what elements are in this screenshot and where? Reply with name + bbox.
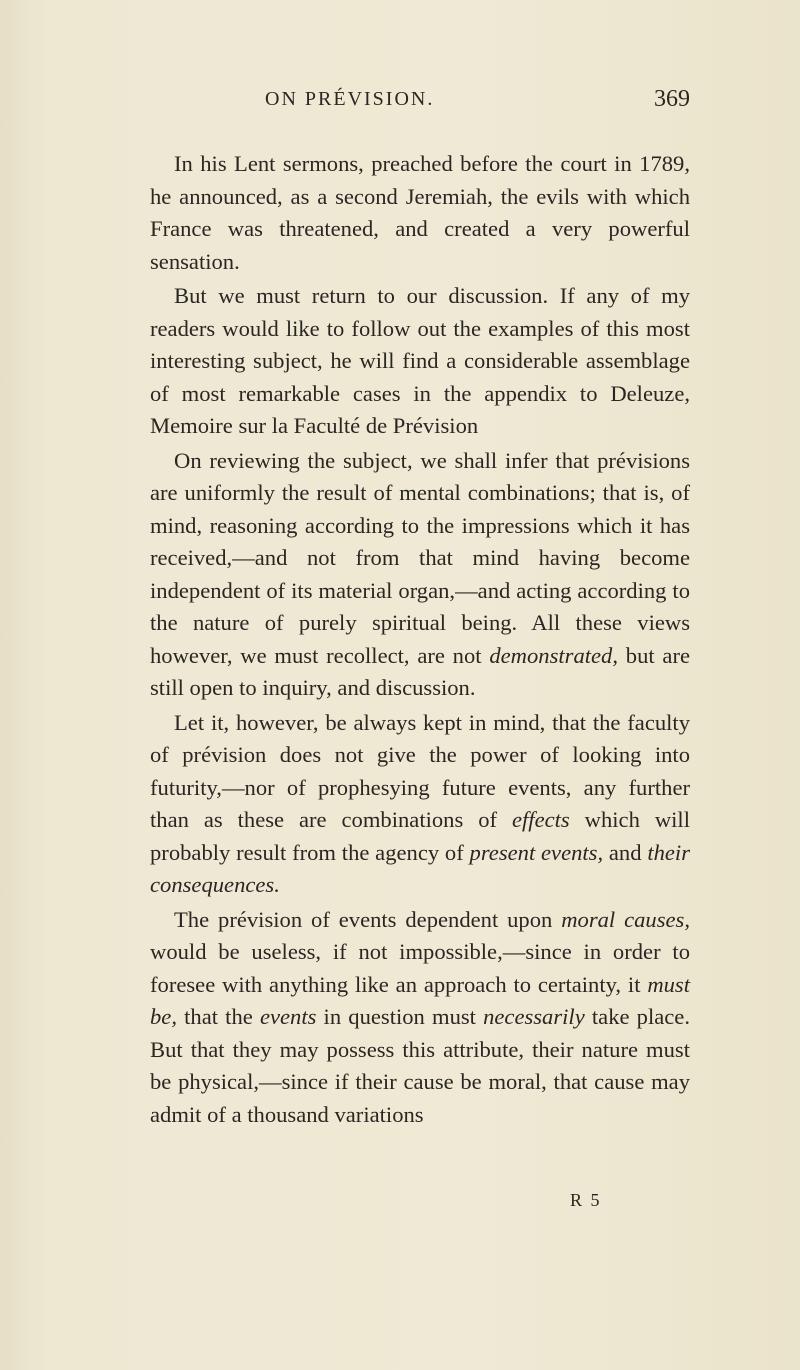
paragraph-3: On reviewing the subject, we shall infer that prévisions are uniformly the result of mental combinations; that is, of mind, reasoning according to the impressions which it has received,—and not from that mind having become independent of its material organ,—and acting according to the nature of purely spiritual being. All these views however, we must recollect, are not demonstrated, but are still open to inquiry, and discussion. xyxy=(150,447,691,700)
page-header xyxy=(150,88,690,122)
paragraph-4: Let it, however, be always kept in mind, that the faculty of prévision does not give the power of looking into futurity,—nor of prophesying future events, any further than as these are combinations of effects which will probably result from the agency of present events, and their consequences. xyxy=(150,709,690,897)
body-text xyxy=(150,148,690,1131)
paragraph-2: But we must return to our discussion. If any of my readers would like to follow out the examples of this most interesting subject, he will find a considerable assemblage of most remarkable cases in the appendix to Deleuze, Memoire sur la Faculté de Prévision xyxy=(150,283,690,438)
printer-signature: R 5 xyxy=(570,1190,602,1210)
paragraph-1: In his Lent sermons, preached before the court in 1789, he announced, as a second Jeremiah, the evils with which France was threatened, and created a very powerful sensation. xyxy=(150,151,690,274)
running-title: ON PRÉVISION. xyxy=(265,88,435,110)
page-number: 369 xyxy=(654,86,690,112)
paragraph-5: The prévision of events dependent upon moral causes, would be useless, if not impossible,—since in order to foresee with anything like an approach to certainty, it must be, that the events in question must necessarily take place. But that they may possess this attribute, their nature must be physical,—since if their cause be moral, that cause may admit of a thousand variations xyxy=(150,906,690,1127)
